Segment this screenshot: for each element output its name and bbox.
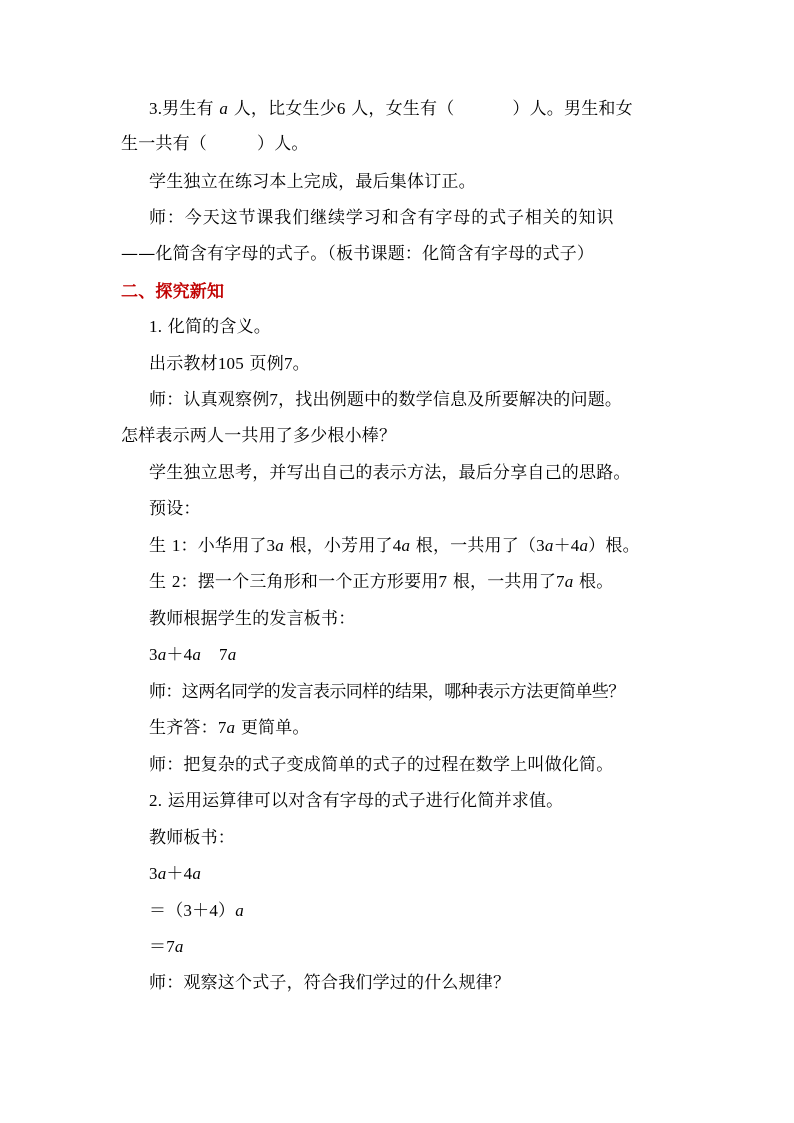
teacher-definition: 师：把复杂的式子变成简单的式子的过程在数学上叫做化简。: [149, 755, 614, 775]
student-2-answer: 生 2：摆一个三角形和一个正方形要用7 根，一共用了7a 根。: [149, 572, 614, 592]
question-3-line-1: 3.男生有 a 人，比女生少6 人，女生有（ ）人。男生和女: [149, 99, 633, 119]
show-textbook: 出示教材105 页例7。: [149, 354, 310, 374]
board-note: 教师根据学生的发言板书：: [149, 609, 356, 629]
question-3-line-2: 生一共有（ ）人。: [121, 134, 309, 154]
preset-label: 预设：: [149, 499, 201, 519]
class-answer: 生齐答：7a 更简单。: [149, 718, 310, 738]
teacher-observe-line-2: 怎样表示两人一共用了多少根小棒？: [121, 426, 397, 446]
teacher-question: 师：这两名同学的发言表示同样的结果，哪种表示方法更简单些？: [149, 682, 625, 702]
subsection-1: 1. 化简的含义。: [149, 317, 271, 337]
calc-line-2: ＝（3＋4）a: [149, 901, 244, 921]
subsection-2: 2. 运用运算律可以对含有字母的式子进行化简并求值。: [149, 791, 564, 811]
calc-line-3: ＝7a: [149, 937, 184, 957]
student-1-answer: 生 1：小华用了3a 根，小芳用了4a 根，一共用了（3a＋4a）根。: [149, 536, 640, 556]
practice-text: 学生独立在练习本上完成，最后集体订正。: [149, 172, 476, 192]
section-heading: 二、探究新知: [121, 282, 225, 302]
teacher-intro-line-2: ——化简含有字母的式子。（板书课题：化简含有字母的式子）: [121, 244, 595, 264]
teacher-board-label: 教师板书：: [149, 828, 235, 848]
teacher-observe-line-1: 师：认真观察例7，找出例题中的数学信息及所要解决的问题。: [149, 390, 623, 410]
calc-line-1: 3a＋4a: [149, 864, 202, 884]
independent-thinking: 学生独立思考，并写出自己的表示方法，最后分享自己的思路。: [149, 463, 631, 483]
board-expressions: 3a＋4a 7a: [149, 645, 237, 665]
teacher-intro-line-1: 师：今天这节课我们继续学习和含有字母的式子相关的知识: [149, 208, 615, 228]
teacher-law-question: 师：观察这个式子，符合我们学过的什么规律？: [149, 973, 511, 993]
